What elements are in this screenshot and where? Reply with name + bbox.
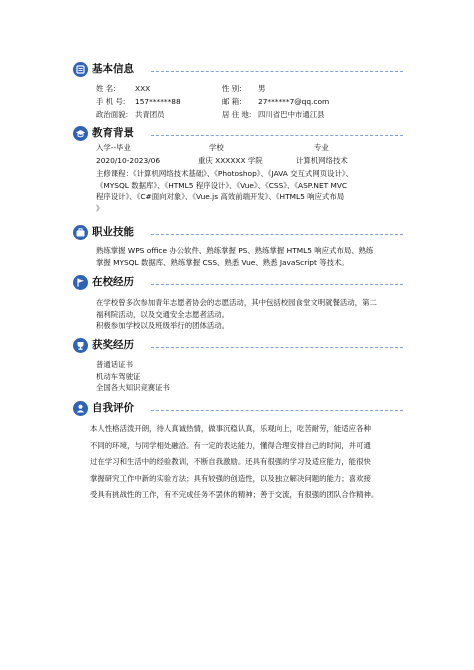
- section-divider: [151, 347, 403, 348]
- skills-block: [96, 245, 416, 268]
- political-value: 共青团员: [135, 110, 165, 119]
- award-item: 机动车驾驶证: [96, 371, 141, 381]
- edu-header-school: 学校: [209, 143, 224, 152]
- self-line: 掌握研究工作中新的实验方法；具有较强的创造性，以及独立解决问题的能力；喜欢接: [90, 473, 371, 483]
- campus-line: 在学校曾多次参加青年志愿者协会的志愿活动，其中包括校园食堂文明就餐活动，第二: [96, 298, 377, 307]
- flag-icon: [73, 275, 88, 290]
- section-education: [73, 125, 403, 145]
- name-value: XXX: [135, 84, 151, 93]
- skills-line: 掌握 MYSQL 数据库、熟练掌握 CSS、熟悉 Vue、熟悉 JavaScript 等技术。: [96, 257, 349, 267]
- courses-block: [96, 168, 416, 214]
- skills-line: 熟练掌握 WPS office 办公软件、熟练掌握 PS、熟练掌握 HTML5 响应式布局、熟练: [96, 246, 374, 255]
- courses-line: 程序设计》、《C#面向对象》、《Vue.js 高效前端开发》、《HTML5 响应式布局: [96, 192, 345, 201]
- trophy-icon: [73, 338, 88, 353]
- section-campus: [73, 274, 403, 294]
- section-basic-info: [73, 61, 403, 81]
- courses-line: 《MYSQL 数据库》、《HTML5 程序设计》、《Vue》、《CSS》、《ASP.NET MVC: [96, 180, 348, 190]
- award-item: 普通话证书: [96, 360, 133, 369]
- section-title: 职业技能: [92, 226, 134, 238]
- email-value: 27******7@qq.com: [258, 97, 330, 106]
- section-divider: [151, 234, 403, 235]
- awards-block: [96, 359, 416, 394]
- gender-value: 男: [258, 84, 266, 93]
- self-line: 过在学习和生活中的经验教训，不断自我激励。还具有很强的学习及适应能力，能很快: [90, 457, 371, 466]
- award-item: 全国各大知识竞赛证书: [96, 383, 170, 392]
- section-title: 教育背景: [92, 127, 134, 139]
- edu-header-period: 入学--毕业: [96, 143, 131, 152]
- email-label: 邮 箱:: [222, 97, 242, 106]
- person-icon: [73, 401, 88, 416]
- id-card-icon: [73, 62, 88, 77]
- section-skills: [73, 224, 403, 244]
- section-divider: [151, 284, 403, 285]
- section-title: 在校经历: [92, 276, 134, 288]
- phone-value: 157******88: [135, 97, 181, 106]
- self-line: 本人性格活泼开朗，待人真诚热情，做事沉稳认真，乐观向上，吃苦耐劳，能适应各种: [90, 424, 371, 433]
- self-evaluation-block: [90, 421, 420, 504]
- section-title: 获奖经历: [92, 339, 134, 351]
- section-title: 基本信息: [92, 63, 134, 75]
- campus-line: 积极参加学校以及班级举行的团体活动。: [96, 321, 230, 330]
- section-divider: [151, 410, 403, 411]
- self-line: 不同的环境，与同学相处融洽。有一定的表达能力，懂得合理安排自己的时间，并可通: [90, 440, 371, 450]
- section-awards: [73, 337, 403, 357]
- courses-line: 》: [96, 203, 104, 213]
- campus-line: 福利院活动，以及交通安全志愿者活动。: [96, 309, 230, 319]
- campus-block: [96, 297, 416, 332]
- edu-header-major: 专业: [314, 143, 329, 152]
- edu-major: 计算机网络技术: [296, 156, 348, 165]
- section-divider: [151, 135, 403, 136]
- section-divider: [151, 71, 403, 72]
- graduation-cap-icon: [73, 126, 88, 141]
- section-self-evaluation: [73, 400, 403, 420]
- self-line: 受具有挑战性的工作，有不完成任务不罢休的精神；善于交流，有很强的团队合作精神。: [90, 490, 379, 499]
- section-title: 自我评价: [92, 402, 134, 414]
- name-label: 姓 名:: [96, 84, 116, 93]
- phone-label: 手 机 号:: [96, 97, 126, 106]
- political-label: 政治面貌:: [96, 110, 129, 119]
- address-label: 居 住 地:: [222, 110, 252, 119]
- briefcase-icon: [73, 225, 88, 240]
- address-value: 四川省巴中市通江县: [258, 110, 325, 119]
- edu-period: 2020/10-2023/06: [96, 156, 161, 165]
- gender-label: 性 别:: [222, 84, 242, 93]
- edu-school: 重庆 XXXXXX 学院: [198, 156, 263, 165]
- courses-line: 主修课程：《计算机网络技术基础》、《Photoshop》、《JAVA 交互式网页设计》、: [96, 169, 353, 178]
